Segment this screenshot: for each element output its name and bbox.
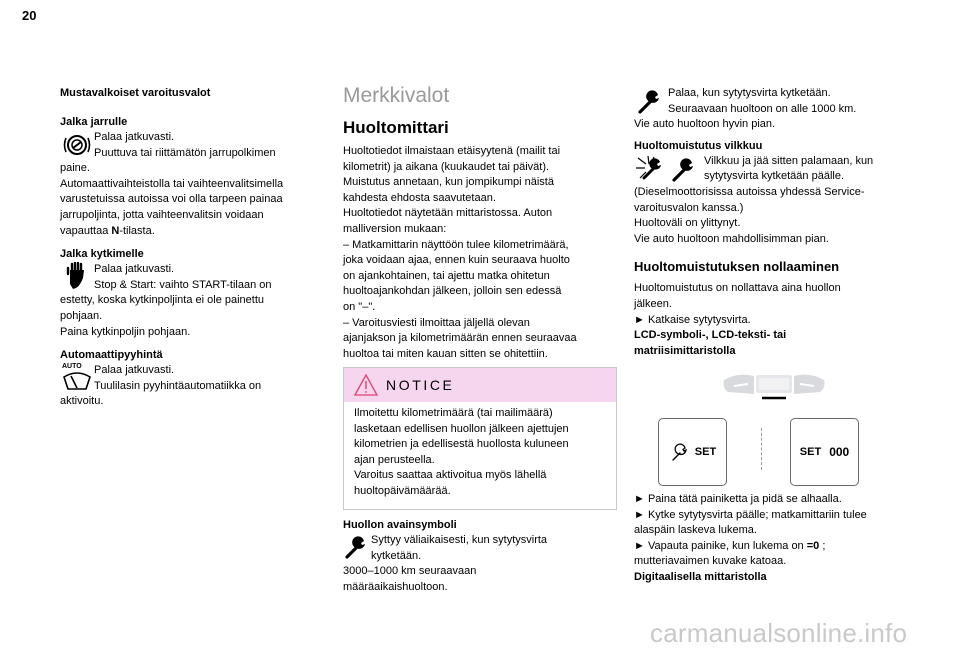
reset-step: ► Kytke sytytysvirta päälle; matkamittariin tulee [634, 508, 867, 521]
clutch-entry [60, 262, 330, 293]
flashing-text: varoitusvalon kanssa.) [634, 201, 744, 214]
wiper-text: aktivoitu. [60, 395, 104, 408]
set-label: SET [694, 446, 717, 458]
para-line: kilometrit) ja aikana (kuukaudet tai päivät). [343, 160, 550, 173]
brake-title: Jalka jarrulle [60, 116, 128, 128]
brake-text: jarrupoljinta, jotta vaihteenvalitsin voidaan [60, 208, 264, 221]
service-indicator-text [343, 144, 615, 362]
auto-wiper-icon: AUTO [60, 363, 94, 393]
para-line: – Matkamittarin näyttöön tulee kilometrimäärä, [343, 238, 569, 251]
reset-title: Huoltomuistutuksen nollaaminen [634, 259, 840, 275]
section-title: Merkkivalot [343, 84, 450, 107]
reset-line: Huoltomuistutus on nollattava aina huollon [634, 282, 841, 295]
para-line: on "–". [343, 300, 376, 313]
brake-line-1: Palaa jatkuvasti. [94, 131, 175, 143]
set-button-left[interactable] [658, 418, 727, 486]
brake-text: Automaattivaihteistolla tai vaihteenvalitsimella [60, 177, 284, 190]
service-key-section [343, 518, 615, 595]
key-cont-line-2: Seuraavaan huoltoon on alle 1000 km. [668, 102, 857, 115]
flashing-text: Huoltoväli on ylittynyt. [634, 217, 741, 230]
page-number: 20 [22, 8, 37, 23]
middle-column [343, 84, 615, 362]
wrench-icon [343, 533, 371, 563]
notice-header [344, 368, 616, 402]
brake-line-2: Puuttuva tai riittämätön jarrupolkimen [94, 146, 276, 159]
reset-subheading: matriisimittaristolla [634, 344, 736, 357]
notice-line: ajan perusteella. [354, 453, 435, 466]
para-line: joka voidaan ajaa, ennen kuin seuraava huolto [343, 254, 570, 267]
reset-line: jälkeen. [634, 297, 672, 310]
brake-entry [60, 130, 330, 161]
counter-value: 000 [829, 445, 850, 459]
wrench-icon [669, 441, 691, 463]
para-line: Huoltotiedot ilmaistaan etäisyytenä (mailit tai [343, 145, 561, 157]
clutch-foot-icon [60, 262, 94, 292]
para-line: Huoltotiedot näytetään mittaristossa. Auton [343, 207, 553, 220]
service-key-text: määräaikaishuoltoon. [343, 580, 448, 593]
clutch-line-1: Palaa jatkuvasti. [94, 263, 175, 276]
notice-box [343, 367, 617, 510]
flashing-text: Vie auto huoltoon mahdollisimman pian. [634, 232, 829, 245]
flashing-line-1: Vilkkuu ja jää sitten palamaan, kun [704, 154, 874, 167]
reset-subheading: LCD-symboli-, LCD-teksti- tai [634, 329, 787, 342]
flashing-title: Huoltomuistutus vilkkuu [634, 139, 763, 152]
wiper-line-1: Palaa jatkuvasti. [94, 364, 175, 377]
para-line: Muistutus annetaan, kun jompikumpi näistä [343, 176, 554, 189]
watermark: carmanualsonline.info [650, 618, 908, 648]
notice-line: lasketaan edellisen huollon jälkeen ajettujen [354, 422, 569, 435]
reset-intro [634, 281, 904, 359]
notice-line: Ilmoitettu kilometrimäärä (tai mailimäärä) [354, 407, 553, 419]
right-column [634, 86, 904, 359]
brake-text: varustetuissa autoissa voi olla tarpeen painaa [60, 193, 283, 206]
notice-line: kilometrien ja edellisestä huollosta kuluneen [354, 438, 569, 451]
clutch-title: Jalka kytkimelle [60, 248, 144, 261]
wrench-icon [634, 86, 668, 116]
flashing-line-2: sytytysvirta kytketään päälle. [704, 170, 845, 183]
reset-subheading: Digitaalisella mittaristolla [634, 570, 767, 583]
para-line: kahdesta ehdosta saavutetaan. [343, 191, 496, 204]
service-key-text: 3000–1000 km seuraavaan [343, 565, 477, 578]
instrument-cluster-illustration [718, 366, 830, 404]
key-cont-text: Vie auto huoltoon hyvin pian. [634, 118, 776, 131]
service-key-cont [634, 86, 904, 117]
reset-steps [634, 492, 904, 586]
clutch-line-2: Stop & Start: vaihto START-tilaan on [94, 278, 272, 291]
brake-text: paine. [60, 162, 90, 175]
reset-step: alaspäin laskeva lukema. [634, 524, 757, 537]
service-key-entry [343, 533, 615, 564]
para-line: malliversion mukaan: [343, 222, 447, 235]
divider-dashed [761, 428, 762, 470]
para-line: on ajankohtainen, tai ajettu matka ohitetun [343, 269, 550, 282]
notice-body [344, 402, 616, 500]
clutch-text: pohjaan. [60, 309, 103, 322]
wiper-entry [60, 363, 330, 394]
brake-text-last: vapauttaa N-tilasta. [60, 224, 155, 237]
clutch-text: estetty, koska kytkinpoljinta ei ole painettu [60, 294, 265, 307]
para-line: huoltoa tai miten kauan sitten se ohitettiin. [343, 347, 548, 360]
notice-line: Varoitus saattaa aktivoitua myös lähellä [354, 469, 547, 482]
notice-line: huoltopäivämäärää. [354, 484, 451, 497]
key-cont-line-1: Palaa, kun sytytysvirta kytketään. [668, 87, 831, 99]
reset-step: ► Katkaise sytytysvirta. [634, 313, 751, 326]
para-line: ajanjakson ja kilometrimäärän ennen seuraavaa [343, 332, 577, 345]
reset-step-last: ► Vapauta painike, kun lukema on =0 ; [634, 539, 826, 552]
para-line: huoltoajankohdan jälkeen, jolloin sen edessä [343, 285, 562, 298]
service-key-title: Huollon avainsymboli [343, 519, 457, 531]
flashing-entry [634, 154, 904, 185]
para-line: – Varoitusviesti ilmoittaa jäljellä olevan [343, 316, 530, 329]
warning-triangle-icon [352, 372, 380, 398]
notice-title: NOTICE [386, 377, 455, 393]
brake-pedal-icon [60, 130, 94, 160]
warning-lights-heading: Mustavalkoiset varoitusvalot [60, 87, 211, 99]
service-key-line-2: kytketään. [371, 549, 422, 562]
clutch-text: Paina kytkinpoljin pohjaan. [60, 325, 191, 338]
service-indicator-title: Huoltomittari [343, 118, 449, 137]
wiper-title: Automaattipyyhintä [60, 349, 163, 362]
flashing-text: (Dieselmoottorisissa autoissa yhdessä Service- [634, 185, 865, 198]
reset-step: mutteriavaimen kuvake katoaa. [634, 555, 787, 568]
wiper-line-2: Tuulilasin pyyhintäautomatiikka on [94, 379, 262, 392]
set-label: SET [799, 446, 822, 458]
left-column [60, 86, 330, 410]
service-key-line-1: Syttyy väliaikaisesti, kun sytytysvirta [371, 534, 548, 546]
set-button-right[interactable] [790, 418, 859, 486]
flashing-wrench-icon [634, 154, 704, 184]
reset-step: ► Paina tätä painiketta ja pidä se alhaalla. [634, 493, 842, 505]
